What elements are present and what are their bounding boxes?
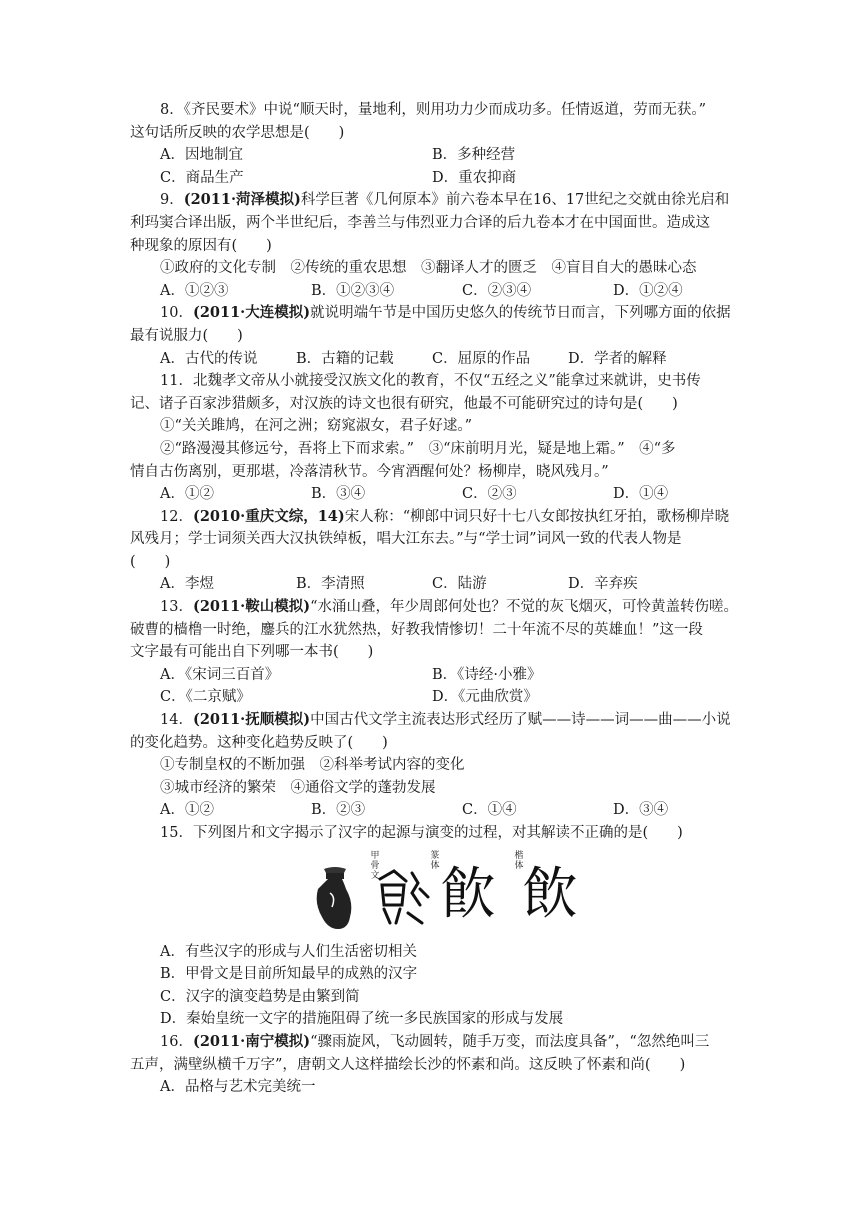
question-11 — [130, 370, 735, 506]
statement-item: ③城市经济的繁荣 ④通俗文学的蓬勃发展 — [160, 779, 436, 796]
question-list — [130, 99, 739, 1099]
option-a: A．李煜 — [160, 576, 214, 593]
question-number: 9． — [160, 192, 184, 209]
label-oracle-bone: 甲骨文 — [370, 850, 380, 881]
seal-script-glyph: 飮 — [440, 861, 496, 927]
option-b: B．甲骨文是目前所知最早的成熟的汉字 — [160, 966, 418, 983]
option-a: A．①②③ — [160, 282, 229, 299]
option-d: D．①④ — [613, 486, 669, 503]
question-stem-cont: 记、诸子百家涉猎颇多，对汉族的诗文也很有研究，他最不可能研究过的诗句是( ) — [130, 395, 678, 412]
label-regular-script: 楷体 — [514, 850, 524, 871]
character-evolution-figure — [130, 847, 735, 941]
statement-item: ①“关关雎鸠，在河之洲；窈窕淑女，君子好逑。” — [160, 418, 473, 435]
statement-item-cont: 情自古伤离别，更那堪，冷落清秋节。今宵酒醒何处？杨柳岸，晓风残月。” — [130, 463, 609, 480]
option-b: B．②③ — [311, 802, 366, 819]
option-d: D．③④ — [613, 802, 669, 819]
question-text: 就说明端午节是中国历史悠久的传统节日而言，下列哪方面的依据 — [310, 305, 731, 322]
option-c: C．②③④ — [462, 282, 532, 299]
question-stem — [130, 1031, 735, 1054]
question-text: 科学巨著《几何原本》前六卷本早在16、17世纪之交就由徐光启和 — [300, 192, 730, 209]
question-stem-cont: 利玛窦合译出版，两个半世纪后，李善兰与伟烈亚力合译的后九卷本才在中国面世。造成这 — [130, 214, 710, 231]
regular-script-glyph: 飲 — [522, 861, 578, 927]
options-row — [130, 167, 735, 190]
option-c: C．②③ — [462, 486, 517, 503]
option-a: A．①② — [160, 802, 214, 819]
oracle-glyph — [380, 871, 428, 923]
option-c: C．《二京赋》 — [160, 689, 251, 706]
question-10 — [130, 302, 735, 370]
options-row — [130, 348, 735, 371]
option-d: D．秦始皇统一文字的措施阻碍了统一多民族国家的形成与发展 — [160, 1011, 564, 1028]
question-stem-cont: 破曹的樯橹一时绝，鏖兵的江水犹然热，好教我情惨切！二十年流不尽的英雄血！”这一段 — [130, 621, 703, 638]
question-stem — [130, 189, 735, 212]
question-16 — [130, 1031, 735, 1099]
option-a: A．有些汉字的形成与人们生活密切相关 — [160, 943, 417, 960]
question-source: (2011·南宁模拟) — [192, 1032, 311, 1050]
question-12 — [130, 506, 735, 596]
question-number: 10． — [160, 305, 193, 322]
question-stem-cont: ( ) — [130, 553, 171, 570]
option-d: D．学者的解释 — [568, 350, 667, 367]
option-a: A．①② — [160, 486, 214, 503]
question-stem-cont: 五声，满壁纵横千万字”，唐朝文人这样描绘长沙的怀素和尚。这反映了怀素和尚( ) — [130, 1056, 686, 1073]
option-b: B．多种经营 — [432, 147, 516, 164]
question-stem-cont: 最有说服力( ) — [130, 327, 243, 344]
question-14 — [130, 709, 735, 822]
question-text: “骤雨旋风，飞动圆转，随手万变，而法度具备”，“忽然绝叫三 — [310, 1033, 710, 1050]
option-b: B．古籍的记载 — [296, 350, 394, 367]
option-c: C．①④ — [462, 802, 517, 819]
option-a: A．古代的传说 — [160, 350, 258, 367]
question-stem: 8．《齐民要术》中说“顺天时，量地利，则用功力少而成功多。任情返道，劳而无获。” — [160, 102, 707, 118]
vessel-picture — [317, 867, 352, 929]
question-stem: 15．下列图片和文字揭示了汉字的起源与演变的过程，对其解读不正确的是( ) — [160, 825, 683, 841]
question-source: (2011·抚顺模拟) — [192, 711, 311, 729]
question-number: 13． — [160, 599, 193, 616]
question-9 — [130, 189, 735, 302]
option-c: C．商品生产 — [160, 169, 244, 186]
option-b: B．《诗经·小雅》 — [432, 666, 542, 683]
options-row — [130, 573, 735, 596]
statement-items: ①政府的文化专制 ②传统的重农思想 ③翻译人才的匮乏 ④盲目自大的愚昧心态 — [160, 260, 697, 277]
question-stem-cont: 这句话所反映的农学思想是( ) — [130, 124, 345, 141]
option-c: C．汉字的演变趋势是由繁到简 — [160, 988, 360, 1005]
option-d: D．《元曲欣赏》 — [432, 689, 538, 706]
option-a: A．品格与艺术完美统一 — [160, 1079, 316, 1096]
options-row — [130, 483, 735, 506]
option-b: B．③④ — [311, 486, 366, 503]
option-d: D．辛弃疾 — [568, 576, 638, 593]
question-stem — [130, 596, 739, 619]
statement-item: ②“路漫漫其修远兮，吾将上下而求索。” ③“床前明月光，疑是地上霜。” ④“多 — [160, 440, 676, 457]
options-row — [130, 144, 735, 167]
question-stem-cont: 的变化趋势。这种变化趋势反映了( ) — [130, 734, 388, 751]
question-text: 宋人称：“柳郎中词只好十七八女郎按执红牙拍，歌杨柳岸晓 — [344, 508, 730, 525]
option-a: A．因地制宜 — [160, 147, 243, 164]
option-b: B．①②③④ — [311, 282, 395, 299]
question-stem — [130, 506, 735, 529]
question-number: 16． — [160, 1033, 193, 1050]
option-c: C．屈原的作品 — [432, 350, 531, 367]
option-c: C．陆游 — [432, 576, 487, 593]
question-stem-cont: 种现象的原因有( ) — [130, 237, 272, 254]
question-number: 14． — [160, 712, 193, 729]
figure-panel — [308, 849, 586, 933]
question-8 — [130, 99, 735, 189]
question-source: (2011·鞍山模拟) — [192, 598, 311, 616]
options-row — [130, 280, 735, 303]
statement-item: ①专制皇权的不断加强 ②科举考试内容的变化 — [160, 757, 465, 774]
option-a: A．《宋词三百首》 — [160, 666, 280, 683]
options-row — [130, 686, 735, 709]
question-number: 12． — [160, 508, 193, 525]
question-text: “水涌山叠，年少周郎何处也？不觉的灰飞烟灭，可怜黄盖转伤嗟。 — [310, 599, 739, 616]
option-b: B．李清照 — [296, 576, 365, 593]
question-source: (2010·重庆文综，14) — [192, 507, 345, 525]
question-stem-cont: 风残月；学士词须关西大汉执铁绰板，唱大江东去。”与“学士词”词风一致的代表人物是 — [130, 531, 682, 548]
question-stem: 11．北魏孝文帝从小就接受汉族文化的教育，不仅“五经之义”能拿过来就讲，史书传 — [160, 373, 701, 390]
question-stem-cont: 文字最有可能出自下列哪一本书( ) — [130, 644, 374, 661]
options-row — [130, 799, 735, 822]
question-15 — [130, 822, 735, 1031]
options-row — [130, 664, 735, 687]
question-13 — [130, 596, 739, 709]
option-d: D．重农抑商 — [432, 169, 517, 186]
question-stem — [130, 302, 735, 325]
question-stem — [130, 709, 735, 732]
option-d: D．①②④ — [613, 282, 683, 299]
question-source: (2011·菏泽模拟) — [183, 191, 301, 209]
question-source: (2011·大连模拟) — [192, 304, 311, 322]
label-seal-script: 篆体 — [430, 850, 440, 871]
question-text: 中国古代文学主流表达形式经历了赋——诗——词——曲——小说 — [310, 712, 731, 729]
